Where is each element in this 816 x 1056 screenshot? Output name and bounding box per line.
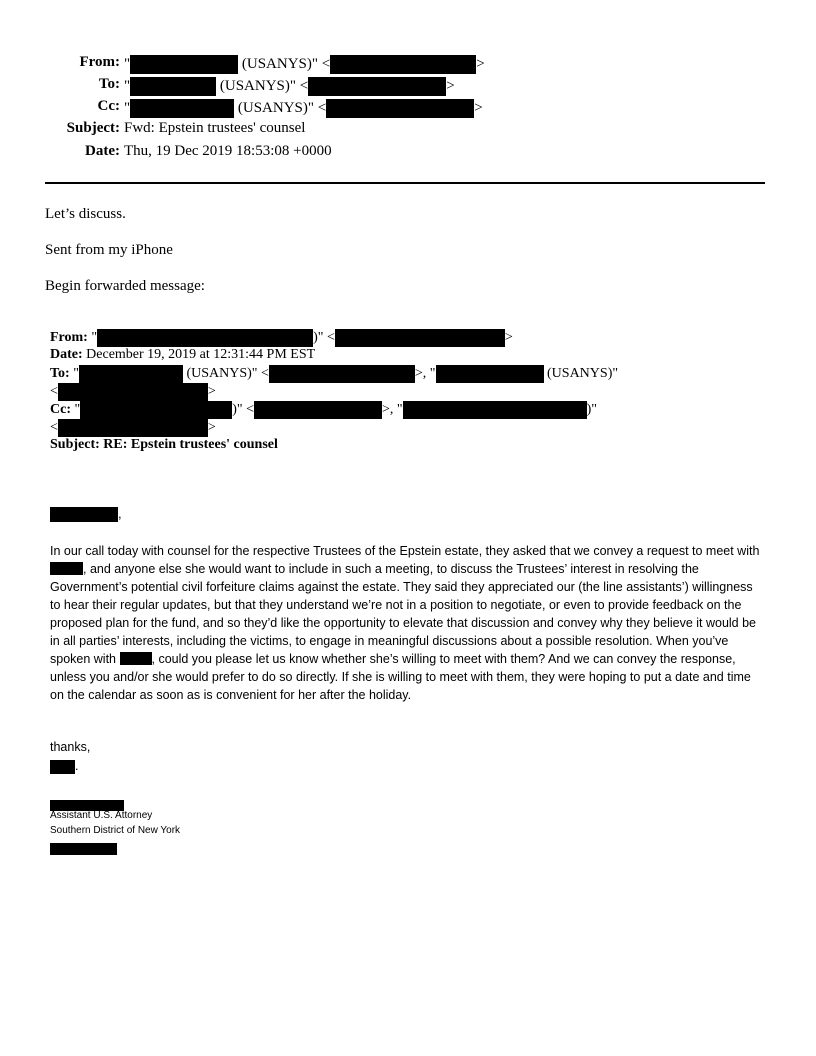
fwd-cc-end-quote: )"	[586, 402, 598, 418]
redaction-block	[58, 419, 208, 437]
to-bracket: >	[446, 77, 455, 94]
fwd-to-quote: "	[73, 366, 79, 382]
redaction-block	[308, 77, 446, 96]
redaction-block	[120, 652, 152, 665]
redaction-block	[130, 55, 238, 74]
fwd-to-org: (USANYS)" <	[182, 366, 269, 382]
intro-line-forwarded: Begin forwarded message:	[45, 278, 205, 294]
fwd-date-row	[50, 347, 315, 363]
fwd-cc-row	[50, 401, 597, 419]
fwd-from-label: From:	[50, 330, 88, 346]
fwd-cc-quote: "	[74, 402, 81, 418]
redaction-block	[97, 329, 313, 347]
cc-org: (USANYS)" <	[234, 99, 327, 116]
redaction-block	[80, 401, 232, 419]
intro-line-iphone: Sent from my iPhone	[45, 242, 173, 258]
redaction-block	[330, 55, 476, 74]
signature-office: Southern District of New York	[50, 825, 181, 836]
redaction-block	[130, 99, 234, 118]
fwd-to-row-cont	[50, 383, 216, 401]
fwd-from-quote: "	[91, 330, 98, 346]
signature-contact	[50, 840, 117, 858]
body-text-part3: , could you please let us know whether she’s willing to meet with them? And we can convey the response, unless you and/or she would prefer to do so directly. If she is willing to meet with them, they were hoping to put a date and time on the calendar as soon as is convenient for her after the holiday.	[50, 652, 751, 702]
fwd-cc-label: Cc:	[50, 402, 71, 418]
fwd-cc-row-cont	[50, 419, 216, 437]
redaction-block	[79, 365, 183, 383]
fwd-date-value: December 19, 2019 at 12:31:44 PM EST	[86, 347, 316, 362]
redaction-block	[269, 365, 415, 383]
subject-value: Fwd: Epstein trustees' counsel	[124, 120, 306, 136]
redaction-block	[436, 365, 544, 383]
fwd-subject-label: Subject:	[50, 437, 100, 452]
redaction-block	[50, 562, 83, 575]
from-bracket: >	[476, 55, 485, 72]
date-label: Date:	[85, 143, 120, 159]
to-label: To:	[98, 76, 120, 92]
redaction-block	[254, 401, 382, 419]
to-quote: "	[124, 77, 131, 94]
cc-label: Cc:	[97, 98, 120, 114]
redaction-block	[50, 843, 117, 855]
fwd-cc-mid: )" <	[232, 402, 254, 418]
from-quote: "	[124, 55, 131, 72]
from-org: (USANYS)" <	[238, 55, 331, 72]
cc-quote: "	[124, 99, 131, 116]
closing-signoff	[50, 759, 78, 774]
fwd-date-label: Date:	[50, 347, 83, 362]
cc-bracket: >	[474, 99, 483, 116]
body-text-part1: In our call today with counsel for the respective Trustees of the Epstein estate, they asked that we convey a request to meet with	[50, 544, 760, 558]
date-value: Thu, 19 Dec 2019 18:53:08 +0000	[124, 143, 332, 159]
fwd-from-bracket: >	[504, 330, 513, 346]
body-paragraph	[50, 542, 760, 704]
redaction-block	[58, 383, 208, 401]
fwd-to-lt: <	[50, 384, 58, 400]
redaction-block	[326, 99, 474, 118]
salutation	[50, 506, 122, 522]
fwd-from-row	[50, 329, 513, 347]
redaction-block	[403, 401, 587, 419]
signoff-dot: .	[75, 759, 79, 773]
fwd-cc-bracket: >	[207, 420, 216, 436]
signature-title: Assistant U.S. Attorney	[50, 810, 153, 821]
salutation-comma: ,	[118, 506, 122, 521]
fwd-to-org2: (USANYS)"	[543, 366, 619, 382]
fwd-to-row	[50, 365, 618, 383]
body-text-part2: , and anyone else she would want to include in such a meeting, to discuss the Trustees’ interest in resolving the Government’s potential civil forfeiture claims against the estate. They said they appreciated our (the line assistants’) willingness to hear their regular updates, but that they understand we’re not in a position to negotiate, or even to provide feedback on the proposed plan for the fund, and so they’d like the opportunity to elevate that discussion and convey why they believe it would be in all parties’ interests, including the victims, to engage in meaningful discussions about a possible resolution. When you’ve spoken with	[50, 562, 757, 666]
fwd-subject-row	[50, 437, 278, 453]
from-label: From:	[79, 54, 120, 70]
redaction-block	[130, 77, 216, 96]
redaction-block	[335, 329, 505, 347]
fwd-subject-value: RE: Epstein trustees' counsel	[103, 437, 278, 452]
intro-line-discuss: Let’s discuss.	[45, 206, 126, 222]
fwd-to-bracket: >	[207, 384, 216, 400]
subject-label: Subject:	[66, 120, 120, 136]
fwd-from-mid: )" <	[313, 330, 335, 346]
redaction-block	[50, 760, 75, 774]
fwd-cc-lt: <	[50, 420, 58, 436]
to-org: (USANYS)" <	[216, 77, 309, 94]
fwd-to-sep: >, "	[414, 366, 436, 382]
header-divider	[45, 182, 765, 184]
closing-thanks: thanks,	[50, 740, 91, 754]
fwd-to-label: To:	[50, 366, 70, 382]
redaction-block	[50, 507, 118, 522]
fwd-cc-sep: >, "	[382, 402, 403, 418]
